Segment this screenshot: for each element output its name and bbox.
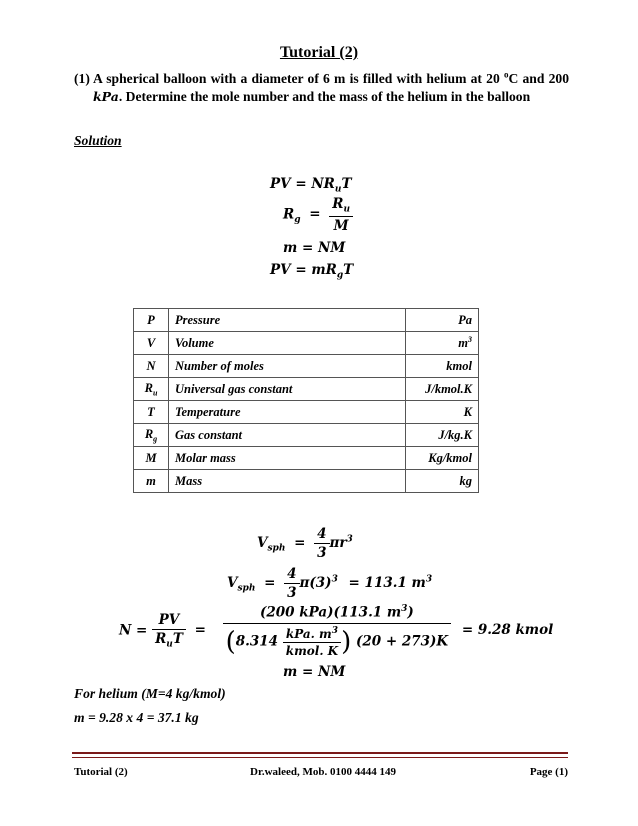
table-row [134,355,479,378]
solution-label: Solution [74,133,122,148]
sphere-volume-formula: $V_{sph}$ = $\frac{4}{3}$ $\pi r^3$ [257,526,353,561]
table-row [134,332,479,355]
symbol-cell: N [134,355,169,378]
name-cell: Volume [169,332,406,355]
footer-center: Dr.waleed, Mob. 0100 4444 149 [250,766,396,778]
symbol-cell: V [134,332,169,355]
helium-molar-mass-note: For helium (M=4 kg/kmol) [74,686,226,701]
symbol-cell: m [134,470,169,493]
unit-cell: J/kmol.K [406,378,479,401]
symbol-cell: $R_g$ [134,424,169,447]
table-row [134,424,479,447]
symbol-cell: P [134,309,169,332]
unit-kpa: kPa [93,88,119,104]
page-title: Tutorial (2) [279,44,359,61]
sphere-volume-calculation: $V_{sph}$ = $\frac{4}{3}$ $\pi(3)^3 = 113.1$ $m^3$ [227,566,433,601]
gas-constant-equation: $R_g$ = $\frac{R_u}{M}$ [283,196,353,234]
mass-equation: m = NM [283,240,346,256]
symbol-cell: M [134,447,169,470]
problem-number: (1) [74,71,90,86]
degree-superscript: o [503,69,509,80]
name-cell: Pressure [169,309,406,332]
footer-page-number: Page (1) [529,766,568,778]
mole-number-calculation: N = $\frac{PV}{R_uT}$ = (200 kPa)(113.1 $m^3$) (8.314 $\frac{kPa. m^3}{\text{kmol. K}}$ ) (20 + 273)K = 9.28 kmol [119,604,554,658]
name-cell: Number of moles [169,355,406,378]
unit-cell: Pa [406,309,479,332]
pv-mrgt-equation: PV = $mR_gT$ [270,262,354,281]
name-cell: Gas constant [169,424,406,447]
unit-cell: K [406,401,479,424]
table-row [134,470,479,493]
footer-left: Tutorial (2) [74,766,128,778]
symbol-cell: $R_u$ [134,378,169,401]
unit-cell: kmol [406,355,479,378]
name-cell: Molar mass [169,447,406,470]
name-cell: Mass [169,470,406,493]
ru-over-m-fraction: $\frac{R_u}{M}$ [329,196,353,234]
unit-cell: Kg/kmol [406,447,479,470]
unit-cell: $m^3$ [406,332,479,355]
unit-cell: kg [406,470,479,493]
footer-divider-thin [72,757,568,758]
ideal-gas-equation: PV = $NR_uT$ [270,176,352,195]
table-row [134,309,479,332]
table-row [134,447,479,470]
variables-table [133,308,479,493]
problem-statement: (1) A spherical balloon with a diameter of 6 m is filled with helium at 20 $^o$C and 200 kPa. Determine the mole number and the mass of the helium in the balloon [74,69,570,104]
mass-relation: m = NM [283,664,346,680]
mass-result: m = 9.28 x 4 = 37.1 kg [74,710,199,725]
name-cell: Temperature [169,401,406,424]
unit-cell: J/kg.K [406,424,479,447]
name-cell: Universal gas constant [169,378,406,401]
symbol-cell: T [134,401,169,424]
table-row [134,401,479,424]
footer-divider-thick [72,752,568,754]
table-row [134,378,479,401]
